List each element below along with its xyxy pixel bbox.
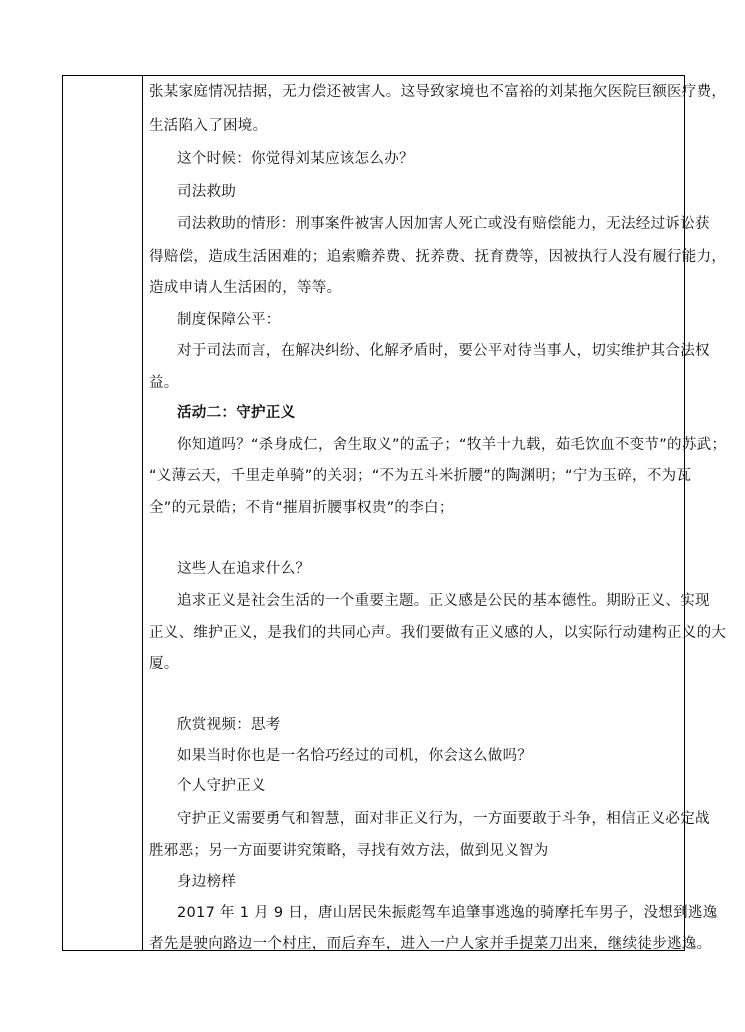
text-line: 益。: [149, 375, 179, 391]
section-heading: 欣赏视频：思考: [177, 717, 281, 733]
text-line: 厦。: [149, 656, 179, 672]
section-heading: 制度保障公平：: [177, 312, 281, 328]
text-line: “义薄云天，千里走单骑”的关羽；“不为五斗米折腰”的陶渊明；“宁为玉碎，不为瓦: [149, 468, 692, 484]
activity-heading: 活动二：守护正义: [177, 405, 296, 421]
text-line: 这个时候：你觉得刘某应该怎么办？: [177, 151, 414, 167]
text-line: 你知道吗？“杀身成仁，舍生取义”的孟子；“牧羊十九载，茹毛饮血不变节”的苏武；: [177, 437, 727, 453]
text-line: 得赔偿，造成生活困难的；追索赡养费、抚养费、抚育费等，因被执行人没有履行能力，: [149, 249, 727, 265]
text-line: 全”的元景皓；不肯“摧眉折腰事权贵”的李白；: [149, 500, 454, 516]
text-line: 正义、维护正义，是我们的共同心声。我们要做有正义感的人，以实际行动建构正义的大: [149, 625, 727, 641]
text-line: 胜邪恶；另一方面要讲究策略，寻找有效方法，做到见义智为: [149, 843, 549, 859]
section-heading: 个人守护正义: [177, 778, 266, 794]
text-line: 追求正义是社会生活的一个重要主题。正义感是公民的基本德性。期盼正义、实现: [177, 593, 710, 609]
section-heading: 身边榜样: [177, 874, 237, 890]
text-line: 如果当时你也是一名恰巧经过的司机，你会这么做吗？: [177, 748, 533, 764]
text-line: 对于司法而言，在解决纠纷、化解矛盾时，要公平对待当事人，切实维护其合法权: [177, 343, 710, 359]
text-line: 生活陷入了困境。: [149, 118, 268, 134]
lesson-table: [62, 75, 727, 952]
text-line: 2017 年 1 月 9 日，唐山居民朱振彪驾车追肇事逃逸的骑摩托车男子，没想到逃逸: [177, 905, 718, 921]
text-line: 这些人在追求什么？: [177, 561, 311, 577]
text-line: 司法救助的情形：刑事案件被害人因加害人死亡或没有赔偿能力，无法经过诉讼获: [177, 216, 710, 232]
text-line: 张某家庭情况拮据，无力偿还被害人。这导致家境也不富裕的刘某拖欠医院巨额医疗费，: [149, 84, 727, 100]
text-line: 者先是驶向路边一个村庄，而后弃车，进入一户人家并手提菜刀出来，继续徒步逃逸。: [149, 936, 712, 952]
section-heading: 司法救助: [177, 184, 237, 200]
text-line: 造成申请人生活困的，等等。: [149, 280, 342, 296]
table-left-column: [63, 76, 143, 950]
text-line: 守护正义需要勇气和智慧，面对非正义行为，一方面要敢于斗争，相信正义必定战: [177, 811, 710, 827]
